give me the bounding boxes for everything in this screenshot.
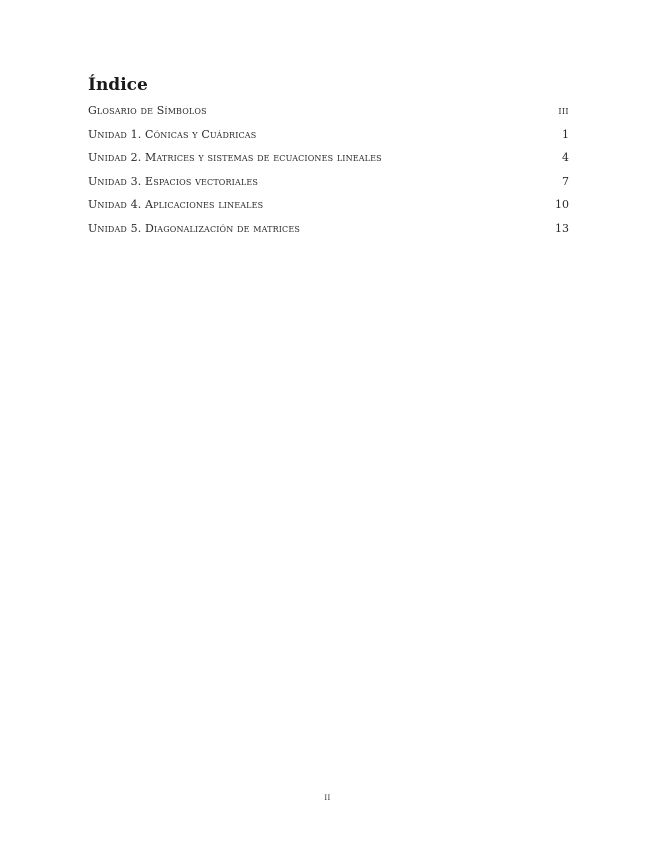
toc-entry-page: 13 xyxy=(555,221,569,235)
toc-entry-page: iii xyxy=(558,104,569,117)
toc-entry-page: 10 xyxy=(555,198,569,212)
toc-entry-page: 1 xyxy=(562,127,569,141)
toc-entry-unidad-3[interactable] xyxy=(88,174,569,198)
toc-heading: Índice xyxy=(88,75,148,95)
toc-entry-page: 4 xyxy=(562,151,569,165)
toc-entry-unidad-4[interactable] xyxy=(88,197,569,221)
toc-entry-label: Glosario de Símbolos xyxy=(88,104,207,117)
toc-entry-page: 7 xyxy=(562,174,569,188)
toc-entry-label: Unidad 3. Espacios vectoriales xyxy=(88,174,259,188)
toc-entry-unidad-5[interactable] xyxy=(88,221,569,245)
toc-entry-glosario[interactable] xyxy=(88,103,569,127)
footer-page-number: ii xyxy=(324,792,331,803)
toc-entry-label: Unidad 1. Cónicas y Cuádricas xyxy=(88,127,257,141)
toc-entry-unidad-2[interactable] xyxy=(88,150,569,174)
toc-entry-label: Unidad 5. Diagonalización de matrices xyxy=(88,221,300,235)
table-of-contents xyxy=(88,103,569,245)
toc-entry-unidad-1[interactable] xyxy=(88,127,569,151)
toc-entry-label: Unidad 2. Matrices y sistemas de ecuaciones lineales xyxy=(88,151,382,165)
toc-entry-label: Unidad 4. Aplicaciones lineales xyxy=(88,198,264,212)
